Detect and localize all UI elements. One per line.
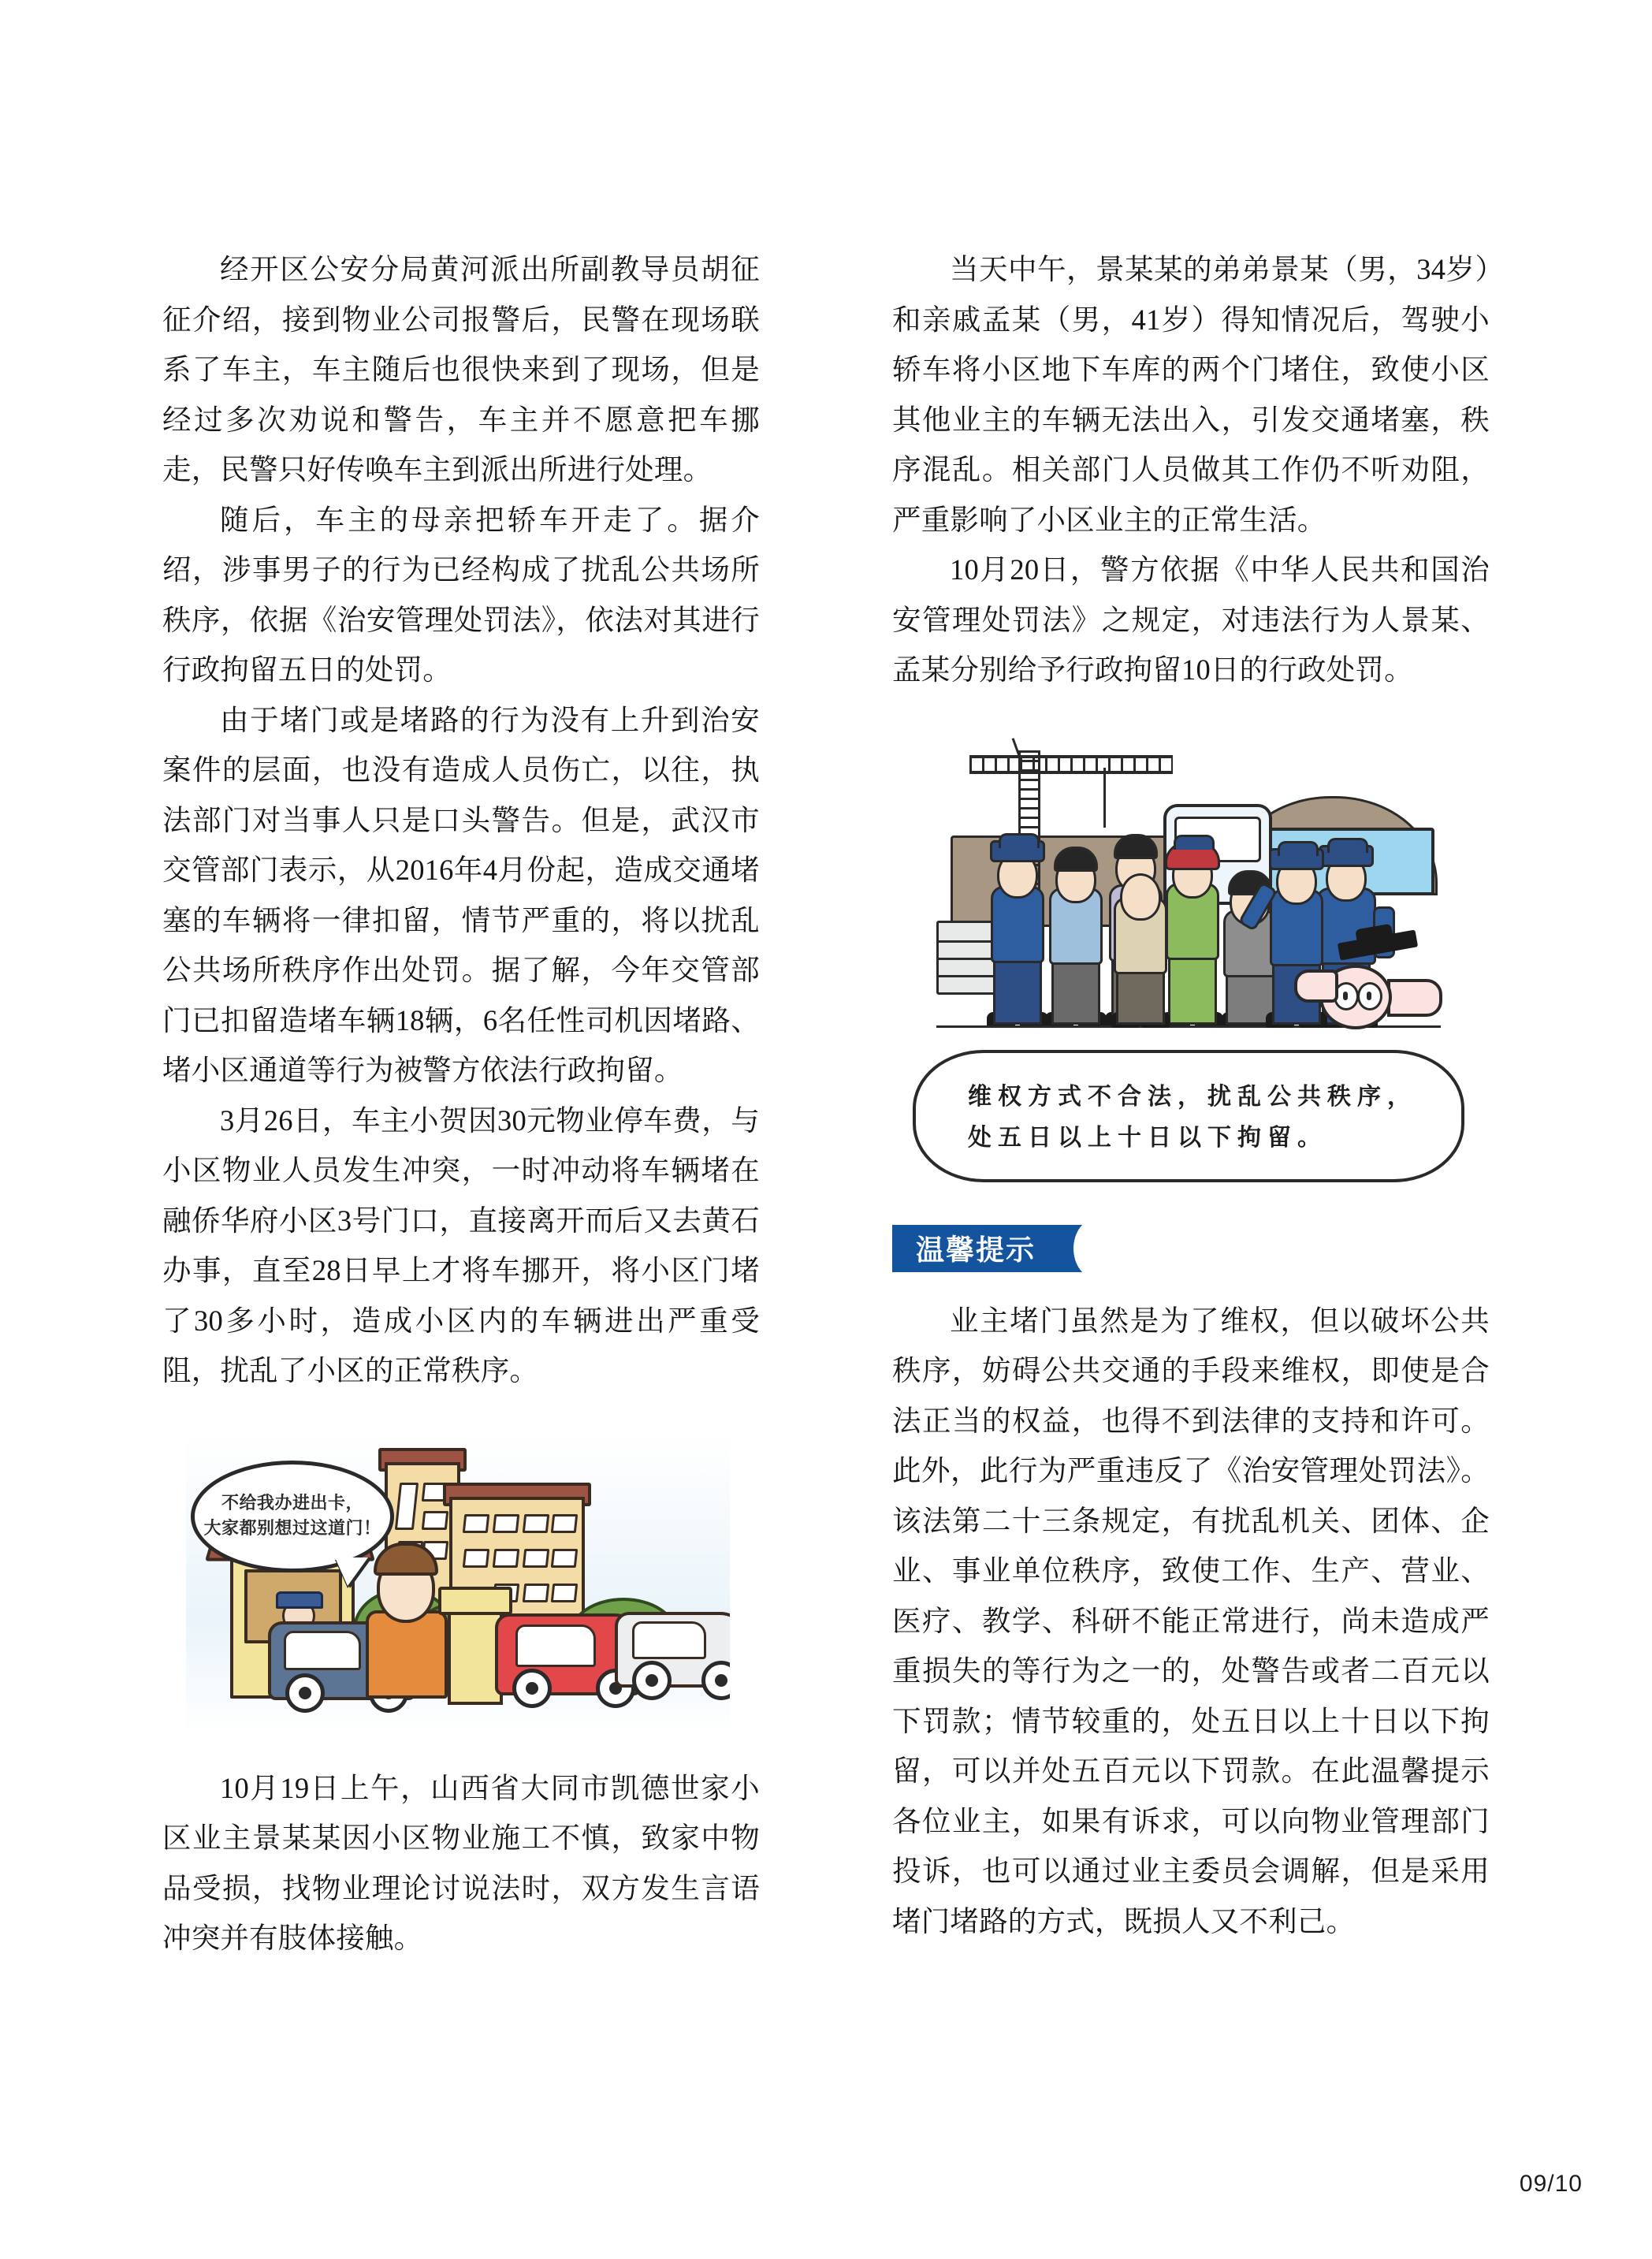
car-tyre-icon [512, 1669, 552, 1708]
window-icon [523, 1514, 550, 1533]
window-icon [493, 1514, 520, 1533]
window-icon [395, 1483, 419, 1530]
handwritten-speech-bubble [913, 1050, 1464, 1182]
detainee-bald-head-icon [1120, 873, 1161, 921]
guard-cap-icon [276, 1591, 323, 1609]
paragraph: 由于堵门或是堵路的行为没有上升到治安案件的层面，也没有造成人员伤亡，以往，执法部门对当事人只是口头警告。但是，武汉市交管部门表示，从2016年4月份起，造成交通堵塞的车辆将一律扣留，情节严重的，将以扰乱公共场所秩序作出处罚。据了解，今年交管部门已扣留造堵车辆18辆，6名任性司机因堵路、堵小区通道等行为被警方依法行政拘留。 [162, 703, 760, 1086]
paragraph: 经开区公安分局黄河派出所副教导员胡征征介绍，接到物业公司报警后，民警在现场联系了车主，车主随后也很快来到了现场，但是经过多次劝说和警告，车主并不愿意把车挪走，民警只好传唤车主到派出所进行处理。 [162, 253, 760, 486]
car-tyre-icon [285, 1673, 325, 1713]
professor-hand-icon [1294, 969, 1338, 1003]
crane-hook-icon [1103, 768, 1106, 828]
window-icon [422, 1511, 449, 1530]
window-icon [523, 1549, 550, 1568]
detainee [1042, 854, 1110, 1025]
tips-paragraph: 业主堵门虽然是为了维权，但以破坏公共秩序，妨碍公共交通的手段来维权，即使是合法正当的权益，也得不到法律的支持和许可。此外，此行为严重违反了《治安管理处罚法》。该法第二十三条规定，有扰乱机关、团体、企业、事业单位秩序，致使工作、生产、营业、医疗、教学、科研不能正常进行，尚未造成严重损失的等行为之一的，处警告或者二百元以下罚款；情节较重的，处五日以上十日以下拘留，可以并处五百元以下罚款。在此温馨提示各位业主，如果有诉求，可以向物业管理部门投诉，也可以通过业主委员会调解，但是采用堵门堵路的方式，既损人又不利己。 [892, 1304, 1490, 1937]
car-owner-body-icon [366, 1610, 448, 1699]
officer-cap-icon [990, 840, 1045, 862]
paragraph: 10月19日上午，山西省大同市凯德世家小区业主景某某因小区物业施工不慎，致家中物品受损，找物业理论讨说法时，双方发生言语冲突并有肢体接触。 [162, 1771, 760, 1954]
page-number: 09/10 [1519, 2171, 1583, 2197]
car-window-icon [515, 1624, 596, 1667]
paragraph: 随后，车主的母亲把轿车开走了。据介绍，涉事男子的行为已经构成了扰乱公共场所秩序，依据《治安管理处罚法》，依法对其进行行政拘留五日的处罚。 [162, 503, 760, 686]
crane-jib-icon [969, 755, 1173, 774]
detainee-legs-icon [1116, 966, 1165, 1025]
cartoon-scene [936, 735, 1441, 1033]
window-icon [551, 1584, 579, 1602]
car-tyre-icon [632, 1661, 672, 1700]
professor-eye-icon [1357, 982, 1382, 1010]
detainee-legs-icon [1168, 951, 1217, 1025]
gate-pillar-cap-icon [438, 1587, 512, 1615]
window-icon [523, 1584, 550, 1602]
window-icon [493, 1549, 520, 1568]
cartoon-scene [186, 1434, 730, 1733]
professor-character [1294, 935, 1436, 1029]
speech-line-2: 大家都别想过这道门！ [203, 1518, 381, 1539]
officer-cap-icon [1269, 848, 1324, 870]
officer-legs-icon [993, 955, 1042, 1025]
left-column [162, 244, 760, 2097]
car-window-icon [284, 1631, 361, 1670]
professor-arm-icon [1387, 979, 1442, 1017]
detainee-legs-icon [1051, 956, 1100, 1025]
police-detention-cartoon [892, 727, 1490, 1042]
handwritten-line-1: 维权方式不合法，扰乱公共秩序， [968, 1082, 1417, 1111]
gate-blocking-cartoon [162, 1427, 760, 1743]
window-icon [551, 1549, 579, 1568]
graduation-cap-icon [1338, 929, 1418, 960]
handwritten-line-2: 处五日以上十日以下拘留。 [968, 1123, 1327, 1152]
speech-bubble [191, 1461, 394, 1572]
red-knit-cap-icon [1165, 842, 1220, 870]
window-icon [463, 1514, 490, 1533]
window-icon [463, 1549, 490, 1568]
paragraph: 3月26日，车主小贺因30元物业停车费，与小区物业人员发生冲突，一时冲动将车辆堵在融侨华府小区3号门口，直接离开而后又去黄石办事，直至28日早上才将车挪开，将小区门堵了30多小时，造成小区内的车辆进出严重受阻，扰乱了小区的正常秩序。 [162, 1103, 760, 1386]
speech-bubble-text [203, 1491, 381, 1542]
tips-badge-label: 温馨提示 [916, 1234, 1036, 1267]
detainee [1108, 878, 1173, 1025]
paragraph: 当天中午，景某某的弟弟景某（男，34岁）和亲戚孟某（男，41岁）得知情况后，驾驶小轿车将小区地下车库的两个门堵住，致使小区其他业主的车辆无法出入，引发交通堵塞，秩序混乱。相关部门人员做其工作仍不听劝阻，严重影响了小区业主的正常生活。 [892, 253, 1490, 536]
detainee-hair-icon [1114, 834, 1158, 859]
right-column [892, 244, 1490, 2097]
speech-line-1: 不给我办进出卡， [221, 1493, 363, 1513]
two-column-layout [162, 244, 1490, 2097]
tips-badge [892, 1225, 1097, 1272]
window-icon [551, 1514, 579, 1533]
paragraph: 10月20日，警方依据《中华人民共和国治安管理处罚法》之规定，对违法行为人景某、孟某分别给予行政拘留10日的行政处罚。 [892, 553, 1490, 686]
car-window-icon [632, 1621, 706, 1659]
